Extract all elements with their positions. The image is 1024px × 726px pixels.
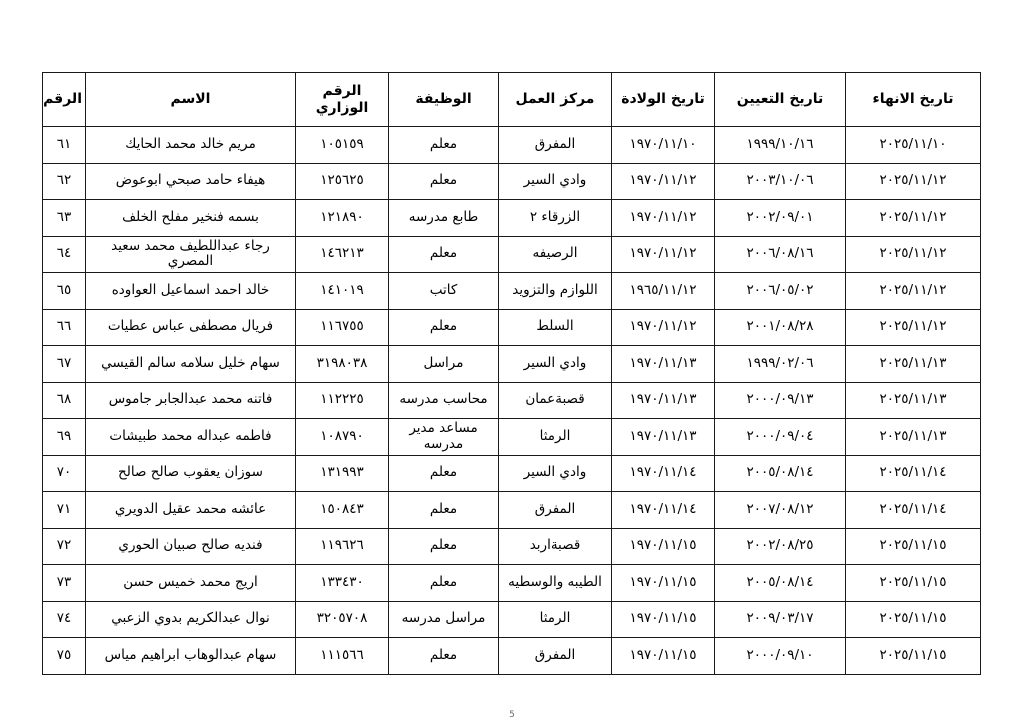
cell-name: نوال عبدالكريم بدوي الزعبي xyxy=(86,601,296,638)
cell-appointment-date: ٢٠٠٠/٠٩/١٣ xyxy=(715,382,846,419)
cell-appointment-date: ٢٠٠٢/٠٨/٢٥ xyxy=(715,528,846,565)
cell-birth-date: ١٩٧٠/١١/١٣ xyxy=(612,346,715,383)
column-header-appointment-date: تاريخ التعيين xyxy=(715,73,846,127)
table-row xyxy=(43,528,981,565)
table-row xyxy=(43,273,981,310)
column-header-end-date: تاريخ الانهاء xyxy=(846,73,981,127)
cell-end-date: ٢٠٢٥/١١/١٤ xyxy=(846,492,981,529)
cell-job: مراسل مدرسه xyxy=(389,601,499,638)
table-header-row xyxy=(43,73,981,127)
cell-birth-date: ١٩٧٠/١١/١٤ xyxy=(612,492,715,529)
cell-name: فاطمه عبداله محمد طبيشات xyxy=(86,419,296,456)
cell-name: خالد احمد اسماعيل العواوده xyxy=(86,273,296,310)
cell-work-center: المفرق xyxy=(499,638,612,675)
cell-end-date: ٢٠٢٥/١١/١٣ xyxy=(846,346,981,383)
cell-end-date: ٢٠٢٥/١١/١٢ xyxy=(846,236,981,273)
table-row xyxy=(43,236,981,273)
column-header-birth-date: تاريخ الولادة xyxy=(612,73,715,127)
cell-work-center: قصبةاربد xyxy=(499,528,612,565)
table-row xyxy=(43,638,981,675)
column-header-ministry-number: الرقم الوزاري xyxy=(296,73,389,127)
column-header-job: الوظيفة xyxy=(389,73,499,127)
cell-ministry-number: ١٣٣٤٣٠ xyxy=(296,565,389,602)
cell-ministry-number: ١٢١٨٩٠ xyxy=(296,200,389,237)
cell-birth-date: ١٩٧٠/١١/١٥ xyxy=(612,601,715,638)
cell-end-date: ٢٠٢٥/١١/١٣ xyxy=(846,382,981,419)
cell-birth-date: ١٩٧٠/١١/١٥ xyxy=(612,565,715,602)
cell-ministry-number: ١٢٥٦٢٥ xyxy=(296,163,389,200)
table-row xyxy=(43,382,981,419)
cell-number: ٧٥ xyxy=(43,638,86,675)
cell-number: ٦٢ xyxy=(43,163,86,200)
table-row xyxy=(43,163,981,200)
cell-number: ٧٤ xyxy=(43,601,86,638)
cell-appointment-date: ١٩٩٩/١٠/١٦ xyxy=(715,127,846,164)
cell-work-center: المفرق xyxy=(499,492,612,529)
cell-work-center: وادي السير xyxy=(499,346,612,383)
cell-ministry-number: ١٤١٠١٩ xyxy=(296,273,389,310)
cell-appointment-date: ٢٠٠٥/٠٨/١٤ xyxy=(715,455,846,492)
cell-job: معلم xyxy=(389,528,499,565)
cell-name: اريج محمد خميس حسن xyxy=(86,565,296,602)
cell-appointment-date: ٢٠٠٢/٠٩/٠١ xyxy=(715,200,846,237)
cell-end-date: ٢٠٢٥/١١/١٥ xyxy=(846,601,981,638)
table-row xyxy=(43,492,981,529)
table-row xyxy=(43,309,981,346)
cell-ministry-number: ٣١٩٨٠٣٨ xyxy=(296,346,389,383)
column-header-name: الاسم xyxy=(86,73,296,127)
cell-appointment-date: ٢٠٠٧/٠٨/١٢ xyxy=(715,492,846,529)
cell-end-date: ٢٠٢٥/١١/١٠ xyxy=(846,127,981,164)
cell-work-center: قصبةعمان xyxy=(499,382,612,419)
cell-job: طابع مدرسه xyxy=(389,200,499,237)
cell-number: ٦٨ xyxy=(43,382,86,419)
cell-job: معلم xyxy=(389,163,499,200)
cell-work-center: الزرقاء ٢ xyxy=(499,200,612,237)
cell-name: فريال مصطفى عباس عطيات xyxy=(86,309,296,346)
cell-work-center: الرصيفه xyxy=(499,236,612,273)
column-header-work-center: مركز العمل xyxy=(499,73,612,127)
cell-number: ٦٧ xyxy=(43,346,86,383)
cell-name: سهام خليل سلامه سالم القيسي xyxy=(86,346,296,383)
cell-appointment-date: ٢٠٠٠/٠٩/٠٤ xyxy=(715,419,846,456)
cell-ministry-number: ١١١٥٦٦ xyxy=(296,638,389,675)
table-body xyxy=(43,127,981,675)
table-row xyxy=(43,346,981,383)
cell-number: ٦٦ xyxy=(43,309,86,346)
cell-job: كاتب xyxy=(389,273,499,310)
cell-ministry-number: ١٠٨٧٩٠ xyxy=(296,419,389,456)
cell-job: معلم xyxy=(389,236,499,273)
cell-name: هيفاء حامد صبحي ابوعوض xyxy=(86,163,296,200)
cell-appointment-date: ٢٠٠٩/٠٣/١٧ xyxy=(715,601,846,638)
cell-number: ٦٩ xyxy=(43,419,86,456)
cell-end-date: ٢٠٢٥/١١/١٥ xyxy=(846,565,981,602)
page-number: 5 xyxy=(509,710,515,720)
cell-appointment-date: ٢٠٠٣/١٠/٠٦ xyxy=(715,163,846,200)
cell-name: سهام عبدالوهاب ابراهيم مياس xyxy=(86,638,296,675)
cell-birth-date: ١٩٧٠/١١/١٥ xyxy=(612,528,715,565)
cell-number: ٧١ xyxy=(43,492,86,529)
cell-number: ٧٢ xyxy=(43,528,86,565)
cell-work-center: الطيبه والوسطيه xyxy=(499,565,612,602)
cell-birth-date: ١٩٧٠/١١/١٢ xyxy=(612,236,715,273)
cell-work-center: المفرق xyxy=(499,127,612,164)
cell-appointment-date: ٢٠٠٥/٠٨/١٤ xyxy=(715,565,846,602)
cell-end-date: ٢٠٢٥/١١/١٥ xyxy=(846,638,981,675)
cell-name: فنديه صالح صبيان الحوري xyxy=(86,528,296,565)
cell-ministry-number: ١١٦٧٥٥ xyxy=(296,309,389,346)
cell-birth-date: ١٩٧٠/١١/١٢ xyxy=(612,309,715,346)
cell-work-center: السلط xyxy=(499,309,612,346)
cell-job: مراسل xyxy=(389,346,499,383)
cell-ministry-number: ١١٢٢٢٥ xyxy=(296,382,389,419)
cell-job: معلم xyxy=(389,565,499,602)
cell-end-date: ٢٠٢٥/١١/١٢ xyxy=(846,273,981,310)
table-row xyxy=(43,200,981,237)
cell-job: محاسب مدرسه xyxy=(389,382,499,419)
cell-job: معلم xyxy=(389,309,499,346)
cell-birth-date: ١٩٧٠/١١/١٥ xyxy=(612,638,715,675)
cell-birth-date: ١٩٧٠/١١/١٢ xyxy=(612,163,715,200)
cell-job: معلم xyxy=(389,492,499,529)
table-row xyxy=(43,601,981,638)
table-header xyxy=(43,73,981,127)
cell-birth-date: ١٩٧٠/١١/١٣ xyxy=(612,419,715,456)
cell-name: عائشه محمد عقيل الدويري xyxy=(86,492,296,529)
cell-work-center: اللوازم والتزويد xyxy=(499,273,612,310)
cell-ministry-number: ١١٩٦٢٦ xyxy=(296,528,389,565)
employee-table xyxy=(42,72,981,675)
cell-job: مساعد مدير مدرسه xyxy=(389,419,499,456)
cell-work-center: الرمثا xyxy=(499,601,612,638)
table-row xyxy=(43,565,981,602)
cell-job: معلم xyxy=(389,455,499,492)
cell-end-date: ٢٠٢٥/١١/١٢ xyxy=(846,200,981,237)
cell-name: رجاء عبداللطيف محمد سعيد المصري xyxy=(86,236,296,273)
cell-name: سوزان يعقوب صالح صالح xyxy=(86,455,296,492)
cell-work-center: وادي السير xyxy=(499,455,612,492)
employee-table-container xyxy=(43,72,981,675)
cell-number: ٧٣ xyxy=(43,565,86,602)
column-header-number: الرقم xyxy=(43,73,86,127)
cell-end-date: ٢٠٢٥/١١/١٣ xyxy=(846,419,981,456)
cell-work-center: الرمثا xyxy=(499,419,612,456)
cell-job: معلم xyxy=(389,638,499,675)
cell-name: بسمه فنخير مفلح الخلف xyxy=(86,200,296,237)
cell-ministry-number: ١٤٦٢١٣ xyxy=(296,236,389,273)
cell-end-date: ٢٠٢٥/١١/١٢ xyxy=(846,309,981,346)
cell-name: مريم خالد محمد الحايك xyxy=(86,127,296,164)
table-row xyxy=(43,455,981,492)
cell-birth-date: ١٩٧٠/١١/١٣ xyxy=(612,382,715,419)
table-row xyxy=(43,127,981,164)
cell-appointment-date: ٢٠٠١/٠٨/٢٨ xyxy=(715,309,846,346)
cell-appointment-date: ٢٠٠٦/٠٨/١٦ xyxy=(715,236,846,273)
cell-number: ٦٣ xyxy=(43,200,86,237)
cell-end-date: ٢٠٢٥/١١/١٢ xyxy=(846,163,981,200)
cell-number: ٦١ xyxy=(43,127,86,164)
cell-work-center: وادي السير xyxy=(499,163,612,200)
cell-ministry-number: ١٥٠٨٤٣ xyxy=(296,492,389,529)
cell-ministry-number: ٣٢٠٥٧٠٨ xyxy=(296,601,389,638)
cell-birth-date: ١٩٦٥/١١/١٢ xyxy=(612,273,715,310)
cell-name: فاتنه محمد عبدالجابر جاموس xyxy=(86,382,296,419)
cell-appointment-date: ١٩٩٩/٠٢/٠٦ xyxy=(715,346,846,383)
cell-end-date: ٢٠٢٥/١١/١٥ xyxy=(846,528,981,565)
cell-job: معلم xyxy=(389,127,499,164)
cell-birth-date: ١٩٧٠/١١/١٢ xyxy=(612,200,715,237)
cell-number: ٧٠ xyxy=(43,455,86,492)
cell-birth-date: ١٩٧٠/١١/١٤ xyxy=(612,455,715,492)
cell-ministry-number: ١٠٥١٥٩ xyxy=(296,127,389,164)
cell-appointment-date: ٢٠٠٠/٠٩/١٠ xyxy=(715,638,846,675)
cell-end-date: ٢٠٢٥/١١/١٤ xyxy=(846,455,981,492)
cell-birth-date: ١٩٧٠/١١/١٠ xyxy=(612,127,715,164)
cell-appointment-date: ٢٠٠٦/٠٥/٠٢ xyxy=(715,273,846,310)
cell-number: ٦٤ xyxy=(43,236,86,273)
cell-number: ٦٥ xyxy=(43,273,86,310)
cell-ministry-number: ١٣١٩٩٣ xyxy=(296,455,389,492)
table-row xyxy=(43,419,981,456)
